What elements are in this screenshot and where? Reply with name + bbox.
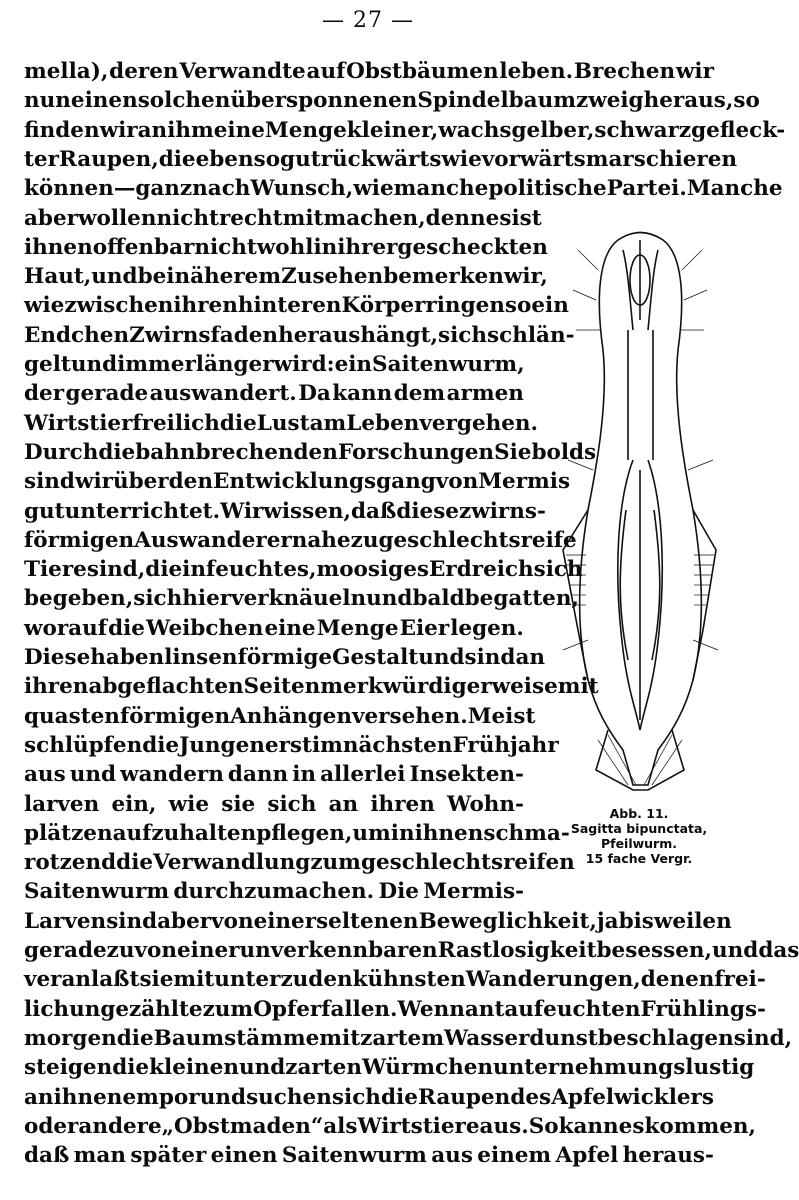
text-line: an ihnen empor und suchen sich die Raupen des Apfelwicklers [24, 1084, 714, 1110]
text-line: ihren abgeflachten Seiten merkwürdigerweise mit [24, 674, 599, 700]
figure-caption [548, 806, 730, 866]
text-line: Durch die bahnbrechenden Forschungen Siebolds [24, 439, 597, 465]
text-line: Haut, und bei näherem Zusehen bemerken wir, [24, 264, 548, 290]
text-line: lich ungezählte zum Opfer fallen. Wenn an taufeuchten Frühlings- [24, 996, 766, 1022]
text-line: Diese haben linsenförmige Gestalt und sind an [24, 645, 546, 670]
text-line: gut unterrichtet. Wir wissen, daß diese zwirns- [24, 498, 546, 524]
text-line: mella), deren Verwandte auf Obstbäumen leben. Brechen wir [24, 59, 714, 84]
text-line: Endchen Zwirnsfaden heraushängt, sich schlän- [24, 322, 575, 348]
caption-line: Pfeilwurm. [600, 836, 678, 851]
text-line: sind wir über den Entwicklungsgang von Mermis [24, 469, 571, 495]
text-line: aus und wandern dann in allerlei Insekten- [24, 762, 524, 788]
text-line: veranlaßt sie mitunter zu den kühnsten Wanderungen, denen frei- [24, 967, 766, 993]
text-line: larven ein, wie sie sich an ihren Wohn- [24, 791, 524, 817]
page-number: — 27 — [322, 8, 414, 33]
text-line: worauf die Weibchen eine Menge Eier legen. [24, 615, 524, 641]
text-line: Wirtstier freilich die Lust am Leben vergehen. [24, 410, 539, 436]
text-line: gelt und immer länger wird: ein Saitenwurm, [24, 352, 525, 377]
text-line: aber wollen nicht recht mitmachen, denn es ist [24, 205, 542, 231]
caption-line: Abb. 11. [609, 806, 669, 821]
text-line: förmigen Auswanderer nahezu geschlechtsreife [24, 527, 577, 553]
text-line: rotzend die Verwandlung zum geschlechtsreifen [24, 850, 575, 876]
text-line: der gerade auswandert. Da kann dem armen [24, 381, 524, 407]
text-line: Tiere sind, die in feuchtes, moosiges Erdreich sich [24, 557, 583, 583]
text-line: oder andere „Obstmaden“ als Wirtstiere aus. So kann es kommen, [24, 1113, 756, 1139]
caption-line: 15 fache Vergr. [585, 851, 693, 866]
text-line: geradezu von einer unverkennbaren Rastlosigkeit besessen, und das [24, 938, 799, 963]
text-line: schlüpfen die Jungen erst im nächsten Frühjahr [24, 732, 559, 758]
text-line: quastenförmigen Anhängen versehen. Meist [24, 703, 536, 729]
text-line: ter Raupen, die ebensogut rückwärts wie vorwärts marschieren [24, 146, 738, 172]
text-line: Larven sind aber von einer seltenen Beweglichkeit, ja bisweilen [24, 908, 732, 934]
text-line: nun einen solchen übersponnenen Spindelbaumzweig heraus, so [24, 88, 760, 114]
text-line: können — ganz nach Wunsch, wie manche politische Partei. Manche [24, 176, 783, 202]
text-line: ihnen offenbar nicht wohl in ihrer gescheckten [24, 234, 548, 260]
caption-line: Sagitta bipunctata, [570, 821, 708, 836]
text-line: daß man später einen Saitenwurm aus einem Apfel heraus- [24, 1143, 714, 1169]
text-line: steigen die kleinen und zarten Würmchen unternehmungslustig [24, 1055, 755, 1081]
text-line: finden wir an ihm eine Menge kleiner, wachsgelber, schwarzgefleck- [24, 117, 786, 143]
text-line: plätzen aufzuhalten pflegen, um in ihnen schma- [24, 820, 570, 846]
text-line: wie zwischen ihren hinteren Körperringen so ein [24, 293, 569, 319]
text-line: morgen die Baumstämme mit zartem Wasserdunst beschlagen sind, [24, 1025, 793, 1051]
arrow-worm-illustration-icon [548, 210, 730, 800]
text-line: Saitenwurm durchzumachen. Die Mermis- [24, 879, 524, 905]
text-line: begeben, sich hier verknäueln und bald begatten, [24, 586, 579, 612]
